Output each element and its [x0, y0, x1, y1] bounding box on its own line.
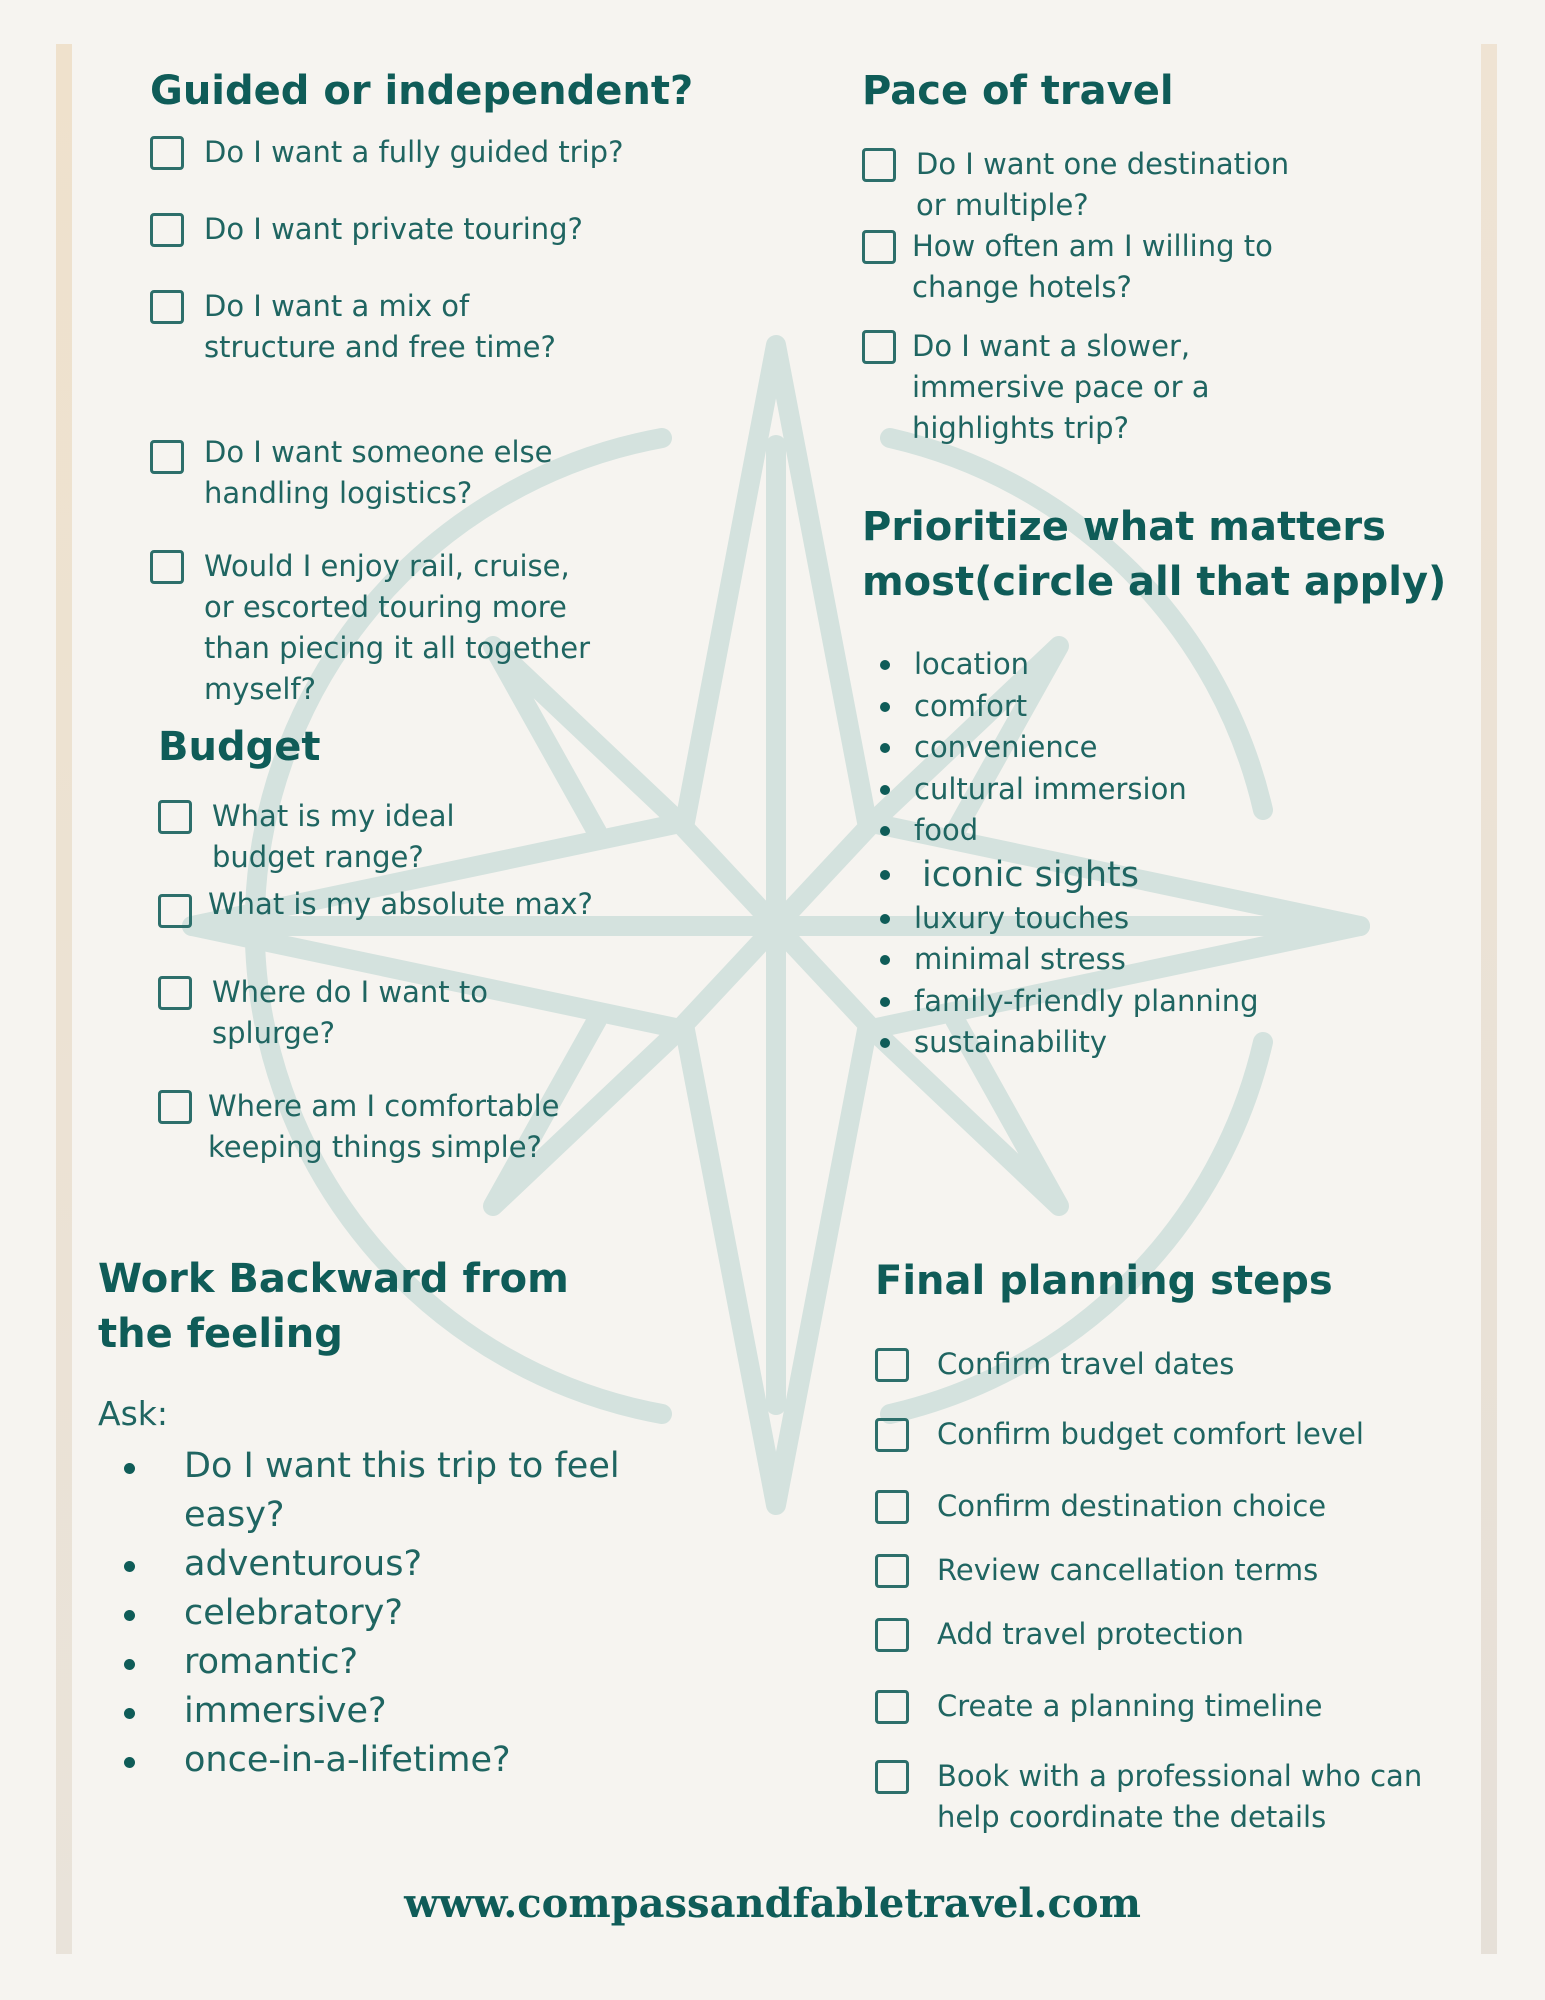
- final-heading: Final planning steps: [875, 1258, 1333, 1304]
- prioritize-heading-line1: Prioritize what matters: [862, 504, 1386, 550]
- final-item-6: [875, 1686, 1322, 1727]
- final-item-text: Confirm destination choice: [937, 1489, 1327, 1523]
- website-url[interactable]: www.compassandfabletravel.com: [404, 1880, 1141, 1927]
- final-section: [875, 1254, 1475, 1854]
- feeling-item[interactable]: Do I want this trip to feel easy?: [124, 1442, 620, 1540]
- budget-item-text: Where am I comfortable keeping things simple?: [208, 1089, 560, 1164]
- final-item-3: [875, 1486, 1326, 1527]
- bullet-dot: [880, 743, 890, 753]
- checkbox-icon[interactable]: [875, 1554, 909, 1588]
- final-item-text: Create a planning timeline: [937, 1689, 1323, 1723]
- pace-item-text: Do I want one destination or multiple?: [916, 147, 1290, 222]
- checkbox-icon[interactable]: [150, 550, 184, 584]
- priority-item[interactable]: convenience: [880, 727, 1259, 769]
- bullet-dot: [124, 1561, 135, 1572]
- pace-item-2: [862, 226, 1273, 308]
- prioritize-heading-line2: most(circle all that apply): [862, 559, 1447, 605]
- bullet-dot: [124, 1708, 135, 1719]
- budget-item-2: [158, 887, 593, 925]
- bullet-dot: [880, 660, 890, 670]
- bullet-dot: [880, 826, 890, 836]
- checkbox-icon[interactable]: [150, 290, 184, 324]
- final-item-text: Add travel protection: [937, 1617, 1244, 1651]
- budget-item-4: [158, 1086, 560, 1168]
- guided-item-1: [150, 132, 623, 173]
- final-item-5: [875, 1614, 1244, 1655]
- checkbox-icon[interactable]: [158, 976, 192, 1010]
- checkbox-icon[interactable]: [875, 1418, 909, 1452]
- bullet-dot: [124, 1463, 135, 1474]
- priority-list: [880, 644, 1259, 1064]
- budget-heading: Budget: [158, 724, 321, 770]
- budget-item-1: [158, 796, 455, 878]
- feeling-item[interactable]: immersive?: [124, 1687, 620, 1736]
- bullet-dot: [880, 914, 890, 924]
- checkbox-icon[interactable]: [862, 330, 896, 364]
- checkbox-icon[interactable]: [875, 1490, 909, 1524]
- bullet-dot: [880, 1038, 890, 1048]
- pace-section: [862, 64, 1422, 464]
- guided-item-text: Do I want someone else handling logistics?: [204, 435, 553, 510]
- checkbox-icon[interactable]: [158, 800, 192, 834]
- checkbox-icon[interactable]: [158, 894, 192, 928]
- bullet-dot: [880, 785, 890, 795]
- priority-item[interactable]: iconic sights: [880, 852, 1259, 898]
- guided-item-text: Do I want private touring?: [204, 212, 583, 246]
- bullet-dot: [880, 997, 890, 1007]
- pace-item-text: Do I want a slower, immersive pace or a highlights trip?: [912, 329, 1210, 445]
- budget-item-3: [158, 972, 488, 1054]
- backward-heading-line2: the feeling: [98, 1311, 343, 1357]
- bullet-dot: [124, 1659, 135, 1670]
- final-item-4: [875, 1550, 1318, 1591]
- pace-heading: Pace of travel: [862, 68, 1174, 114]
- prioritize-section: [862, 500, 1462, 1080]
- priority-item[interactable]: location: [880, 644, 1259, 686]
- guided-item-3: [150, 286, 556, 368]
- guided-item-text: Do I want a fully guided trip?: [204, 135, 624, 169]
- bullet-dot: [880, 702, 890, 712]
- final-item-1: [875, 1344, 1234, 1385]
- pace-item-text: How often am I willing to change hotels?: [912, 229, 1273, 304]
- checkbox-icon[interactable]: [158, 1090, 192, 1124]
- bullet-dot: [880, 870, 890, 880]
- pace-item-3: [862, 326, 1210, 449]
- checkbox-icon[interactable]: [150, 213, 184, 247]
- final-item-text: Confirm budget comfort level: [937, 1417, 1364, 1451]
- feeling-item[interactable]: adventurous?: [124, 1540, 620, 1589]
- guided-item-5: [150, 546, 590, 710]
- checkbox-icon[interactable]: [862, 230, 896, 264]
- budget-item-text: Where do I want to splurge?: [212, 975, 488, 1050]
- backward-section: [98, 1252, 738, 1792]
- final-item-7: [875, 1756, 1422, 1838]
- final-item-text: Book with a professional who can help coordinate the details: [937, 1759, 1423, 1834]
- budget-item-text: What is my absolute max?: [208, 887, 593, 921]
- guided-heading: Guided or independent?: [150, 68, 694, 114]
- priority-item[interactable]: minimal stress: [880, 939, 1259, 981]
- backward-heading-line1: Work Backward from: [98, 1256, 569, 1302]
- checkbox-icon[interactable]: [150, 136, 184, 170]
- bullet-dot: [124, 1610, 135, 1621]
- bullet-dot: [880, 955, 890, 965]
- priority-item[interactable]: family-friendly planning: [880, 981, 1259, 1023]
- ask-label: Ask:: [98, 1394, 168, 1433]
- guided-item-text: Would I enjoy rail, cruise, or escorted touring more than piecing it all together myself?: [204, 549, 591, 706]
- priority-item[interactable]: comfort: [880, 686, 1259, 728]
- feeling-item[interactable]: celebratory?: [124, 1589, 620, 1638]
- checkbox-icon[interactable]: [875, 1690, 909, 1724]
- pace-item-1: [862, 144, 1289, 226]
- priority-item[interactable]: food: [880, 810, 1259, 852]
- feeling-list: [124, 1442, 620, 1785]
- guided-item-text: Do I want a mix of structure and free time?: [204, 289, 556, 364]
- priority-item[interactable]: cultural immersion: [880, 769, 1259, 811]
- budget-item-text: What is my ideal budget range?: [212, 799, 455, 874]
- checkbox-icon[interactable]: [862, 148, 896, 182]
- final-item-2: [875, 1414, 1364, 1455]
- bullet-dot: [124, 1757, 135, 1768]
- checkbox-icon[interactable]: [150, 440, 184, 474]
- final-item-text: Confirm travel dates: [937, 1347, 1235, 1381]
- budget-section: [158, 720, 718, 1180]
- checkbox-icon[interactable]: [875, 1348, 909, 1382]
- guided-item-2: [150, 209, 583, 250]
- guided-item-4: [150, 436, 553, 514]
- checkbox-icon[interactable]: [875, 1760, 909, 1794]
- feeling-item[interactable]: romantic?: [124, 1638, 620, 1687]
- final-item-text: Review cancellation terms: [937, 1553, 1319, 1587]
- priority-item[interactable]: luxury touches: [880, 898, 1259, 940]
- feeling-item[interactable]: once-in-a-lifetime?: [124, 1736, 620, 1785]
- checkbox-icon[interactable]: [875, 1618, 909, 1652]
- guided-section: [150, 64, 710, 706]
- priority-item[interactable]: sustainability: [880, 1022, 1259, 1064]
